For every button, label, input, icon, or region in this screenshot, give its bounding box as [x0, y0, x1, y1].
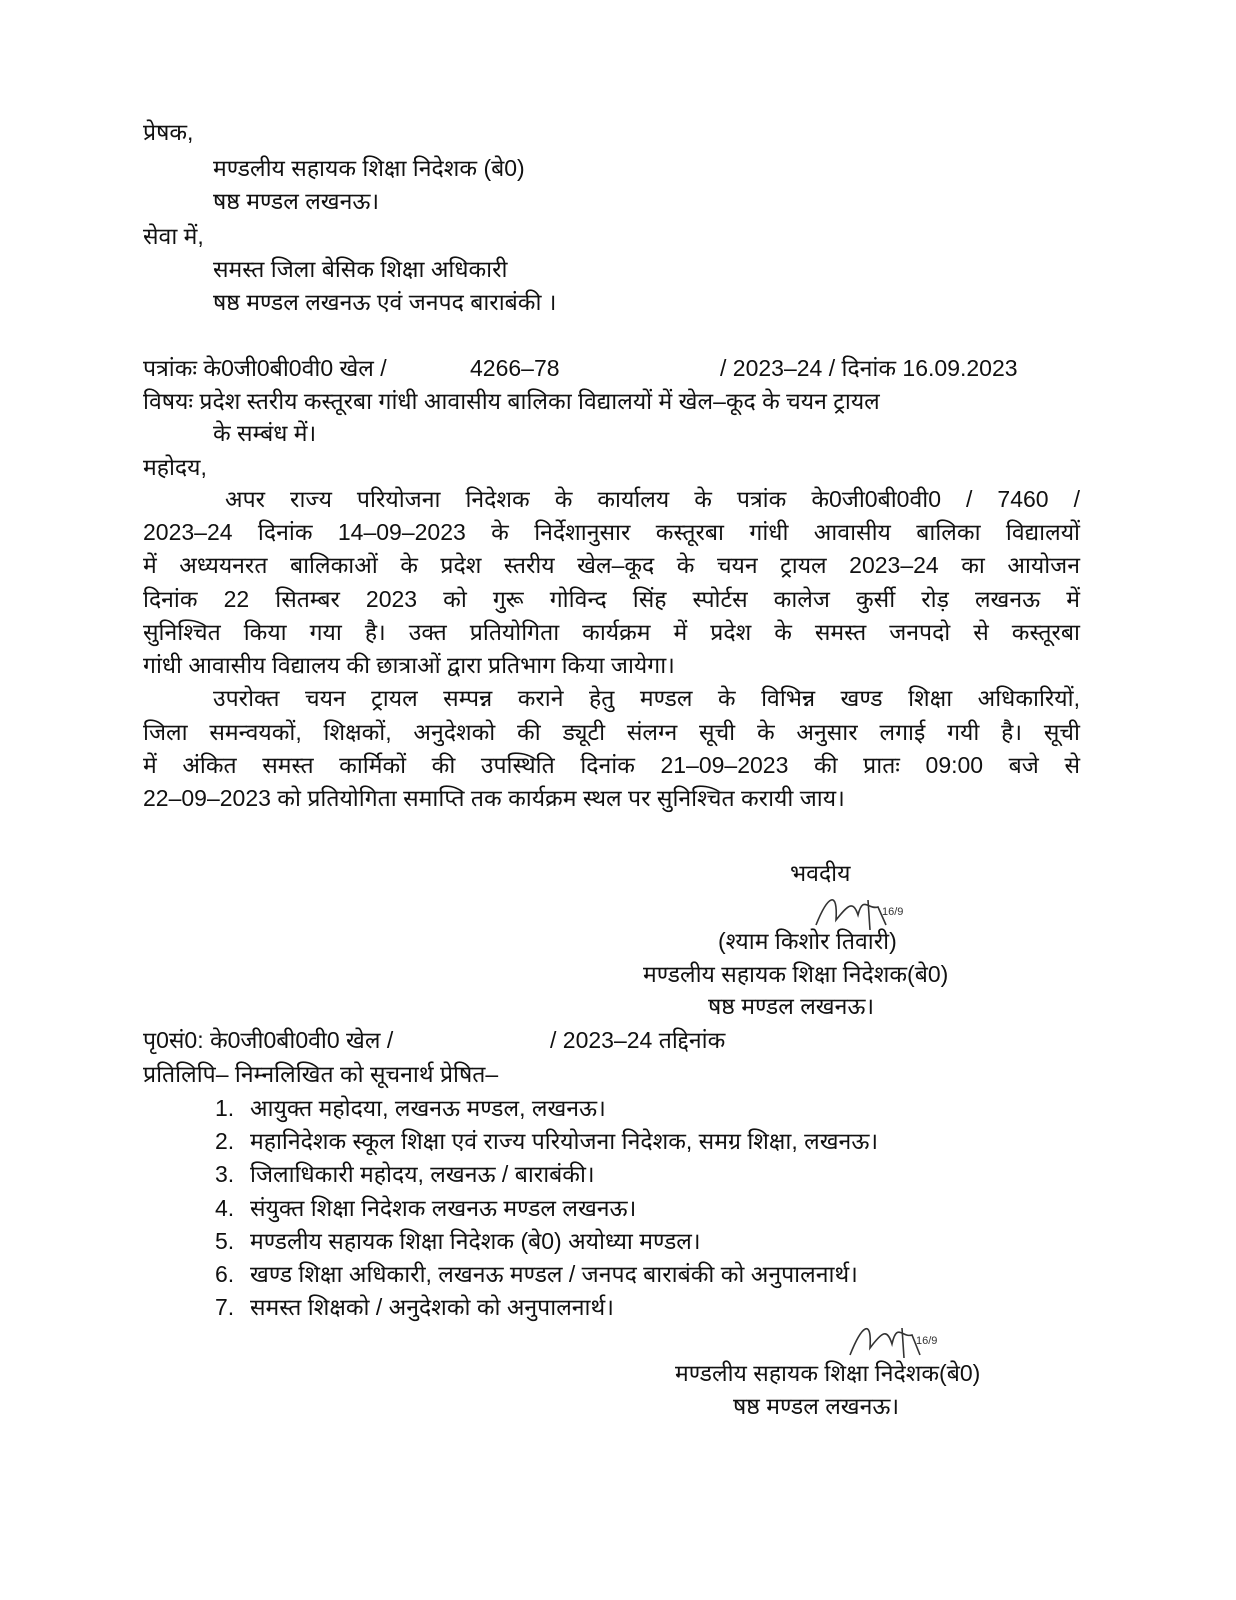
closing-label: भवदीय — [790, 860, 851, 886]
copy-item-text: संयुक्त शिक्षा निदेशक लखनऊ मण्डल लखनऊ। — [250, 1194, 637, 1221]
recipient-label: सेवा में, — [143, 223, 204, 249]
copy-item-text: खण्ड शिक्षा अधिकारी, लखनऊ मण्डल / जनपद बाराबंकी को अनुपालनार्थ। — [250, 1261, 858, 1287]
signatory-designation: मण्डलीय सहायक शिक्षा निदेशक(बे0) — [643, 961, 949, 987]
recipient-designation: समस्त जिला बेसिक शिक्षा अधिकारी — [213, 256, 508, 282]
reference-number: 4266–78 — [470, 355, 560, 381]
copy-reference-suffix: / 2023–24 तद्दिनांक — [550, 1027, 726, 1053]
copy-reference-prefix: पृ0सं0: के0जी0बी0वी0 खेल / — [143, 1027, 394, 1053]
para2-line: 22–09–2023 को प्रतियोगिता समाप्ति तक कार्यक्रम स्थल पर सुनिश्चित करायी जाय। — [143, 785, 845, 811]
signatory-office: षष्ठ मण्डल लखनऊ। — [708, 993, 875, 1019]
para1-line: दिनांक 22 सितम्बर 2023 को गुरू गोविन्द सिंह स्पोर्टस कालेज कुर्सी रोड़ लखनऊ में — [143, 586, 1080, 612]
copy-item-number: 2. — [215, 1128, 235, 1155]
sender-office: षष्ठ मण्डल लखनऊ। — [213, 188, 380, 214]
sender-label: प्रेषक, — [143, 119, 194, 145]
copy-item-number: 6. — [215, 1261, 235, 1287]
signatory-name: (श्याम किशोर तिवारी) — [718, 928, 897, 954]
copy-item-text: महानिदेशक स्कूल शिक्षा एवं राज्य परियोजना निदेशक, समग्र शिक्षा, लखनऊ। — [250, 1128, 879, 1155]
copy-item-text: मण्डलीय सहायक शिक्षा निदेशक (बे0) अयोध्या मण्डल। — [250, 1227, 701, 1254]
subject-line-2: के सम्बंध में। — [213, 420, 317, 446]
para2-line: उपरोक्त चयन ट्रायल सम्पन्न कराने हेतु मण्डल के विभिन्न खण्ड शिक्षा अधिकारियों, — [213, 685, 1080, 711]
copy-item-number: 5. — [215, 1227, 235, 1254]
copy-item-text: समस्त शिक्षको / अनुदेशको को अनुपालनार्थ। — [250, 1294, 614, 1321]
sender-designation: मण्डलीय सहायक शिक्षा निदेशक (बे0) — [213, 155, 525, 181]
copy-item-number: 7. — [215, 1294, 235, 1321]
para1-line: में अध्ययनरत बालिकाओं के प्रदेश स्तरीय खेल–कूद के चयन ट्रायल 2023–24 का आयोजन — [143, 552, 1080, 578]
para1-line: गांधी आवासीय विद्यालय की छात्राओं द्वारा प्रतिभाग किया जायेगा। — [143, 652, 675, 678]
subject-line: विषयः प्रदेश स्तरीय कस्तूरबा गांधी आवासीय बालिका विद्यालयों में खेल–कूद के चयन ट्रायल — [143, 388, 880, 414]
reference-date: / 2023–24 / दिनांक 16.09.2023 — [720, 355, 1018, 381]
para1-line: अपर राज्य परियोजना निदेशक के कार्यालय के पत्रांक के0जी0बी0वी0 / 7460 / — [225, 486, 1080, 512]
para2-line: में अंकित समस्त कार्मिकों की उपस्थिति दिनांक 21–09–2023 की प्रातः 09:00 बजे से — [143, 752, 1080, 778]
svg-text:16/9: 16/9 — [916, 1335, 938, 1347]
reference-prefix: पत्रांकः के0जी0बी0वी0 खेल / — [143, 355, 387, 381]
salutation: महोदय, — [143, 454, 207, 480]
copy-item-text: आयुक्त महोदया, लखनऊ मण्डल, लखनऊ। — [250, 1095, 606, 1121]
recipient-office: षष्ठ मण्डल लखनऊ एवं जनपद बाराबंकी । — [213, 289, 557, 315]
copy-item-text: जिलाधिकारी महोदय, लखनऊ / बाराबंकी। — [250, 1161, 595, 1188]
para1-line: 2023–24 दिनांक 14–09–2023 के निर्देशानुसार कस्तूरबा गांधी आवासीय बालिका विद्यालयों — [143, 519, 1080, 545]
footer-office: षष्ठ मण्डल लखनऊ। — [733, 1393, 900, 1419]
copy-to-label: प्रतिलिपि– निम्नलिखित को सूचनार्थ प्रेषित– — [143, 1061, 499, 1087]
para2-line: जिला समन्वयकों, शिक्षकों, अनुदेशको की ड्यूटी संलग्न सूची के अनुसार लगाई गयी है। सूची — [143, 719, 1080, 745]
copy-item-number: 4. — [215, 1194, 235, 1221]
footer-designation: मण्डलीय सहायक शिक्षा निदेशक(बे0) — [675, 1360, 981, 1386]
signature-date: 16/9 — [882, 906, 904, 918]
copy-item-number: 1. — [215, 1095, 235, 1121]
para1-line: सुनिश्चित किया गया है। उक्त प्रतियोगिता कार्यक्रम में प्रदेश के समस्त जनपदो से कस्तूरबा — [143, 619, 1080, 645]
copy-item-number: 3. — [215, 1161, 235, 1188]
